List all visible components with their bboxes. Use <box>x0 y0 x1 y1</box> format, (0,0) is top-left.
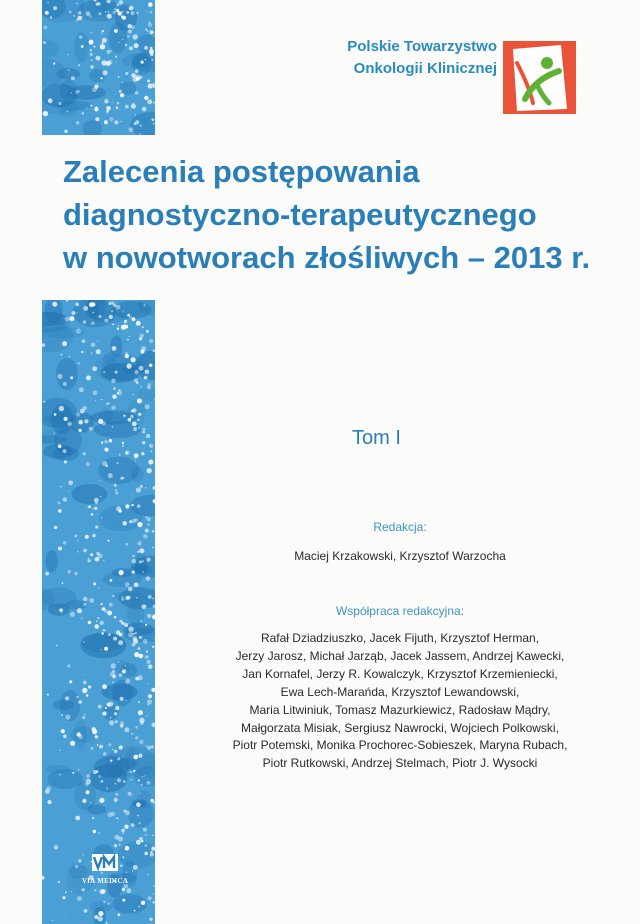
organization-name-line2: Onkologii Klinicznej <box>353 60 497 77</box>
book-title-line2: diagnostyczno-terapeutycznego <box>63 197 537 232</box>
book-title-line1: Zalecenia postępowania <box>63 154 420 189</box>
editors-label: Redakcja: <box>373 520 427 534</box>
cooperation-line: Małgorzata Misiak, Sergiusz Nawrocki, Wojciech Polkowski, <box>241 720 559 735</box>
decorative-strip-bottom <box>42 300 155 924</box>
cooperation-line: Ewa Lech-Marańda, Krzysztof Lewandowski, <box>280 684 520 699</box>
volume-label: Tom I <box>352 427 401 449</box>
book-title-line3: w nowotworach złośliwych – 2013 r. <box>63 240 591 275</box>
cooperation-line: Jan Kornafel, Jerzy R. Kowalczyk, Krzysztof Krzemieniecki, <box>242 666 558 681</box>
decorative-strip-top <box>42 0 155 135</box>
cooperation-line: Maria Litwiniuk, Tomasz Mazurkiewicz, Radosław Mądry, <box>249 702 551 717</box>
book-title <box>63 150 633 279</box>
cooperation-line: Piotr Potemski, Monika Prochorec-Sobieszek, Maryna Rubach, <box>232 738 568 753</box>
via-medica-mark-icon <box>92 854 118 876</box>
cooperation-line: Piotr Rutkowski, Andrzej Stelmach, Piotr J. Wysocki <box>262 756 538 771</box>
organization-name-line1: Polskie Towarzystwo <box>347 38 497 55</box>
editors-names: Maciej Krzakowski, Krzysztof Warzocha <box>294 549 506 563</box>
cooperation-names <box>160 630 640 773</box>
ptok-logo-icon <box>503 41 576 114</box>
publisher-name: VIA MEDICA <box>81 877 129 885</box>
cooperation-line: Rafał Dziadziuszko, Jacek Fijuth, Krzysztof Herman, <box>260 631 540 645</box>
cooperation-label: Współpraca redakcyjna: <box>335 604 465 618</box>
cooperation-line: Jerzy Jarosz, Michał Jarząb, Jacek Jassem, Andrzej Kawecki, <box>235 648 565 663</box>
publisher-logo <box>79 854 131 885</box>
organization-name <box>332 36 497 80</box>
